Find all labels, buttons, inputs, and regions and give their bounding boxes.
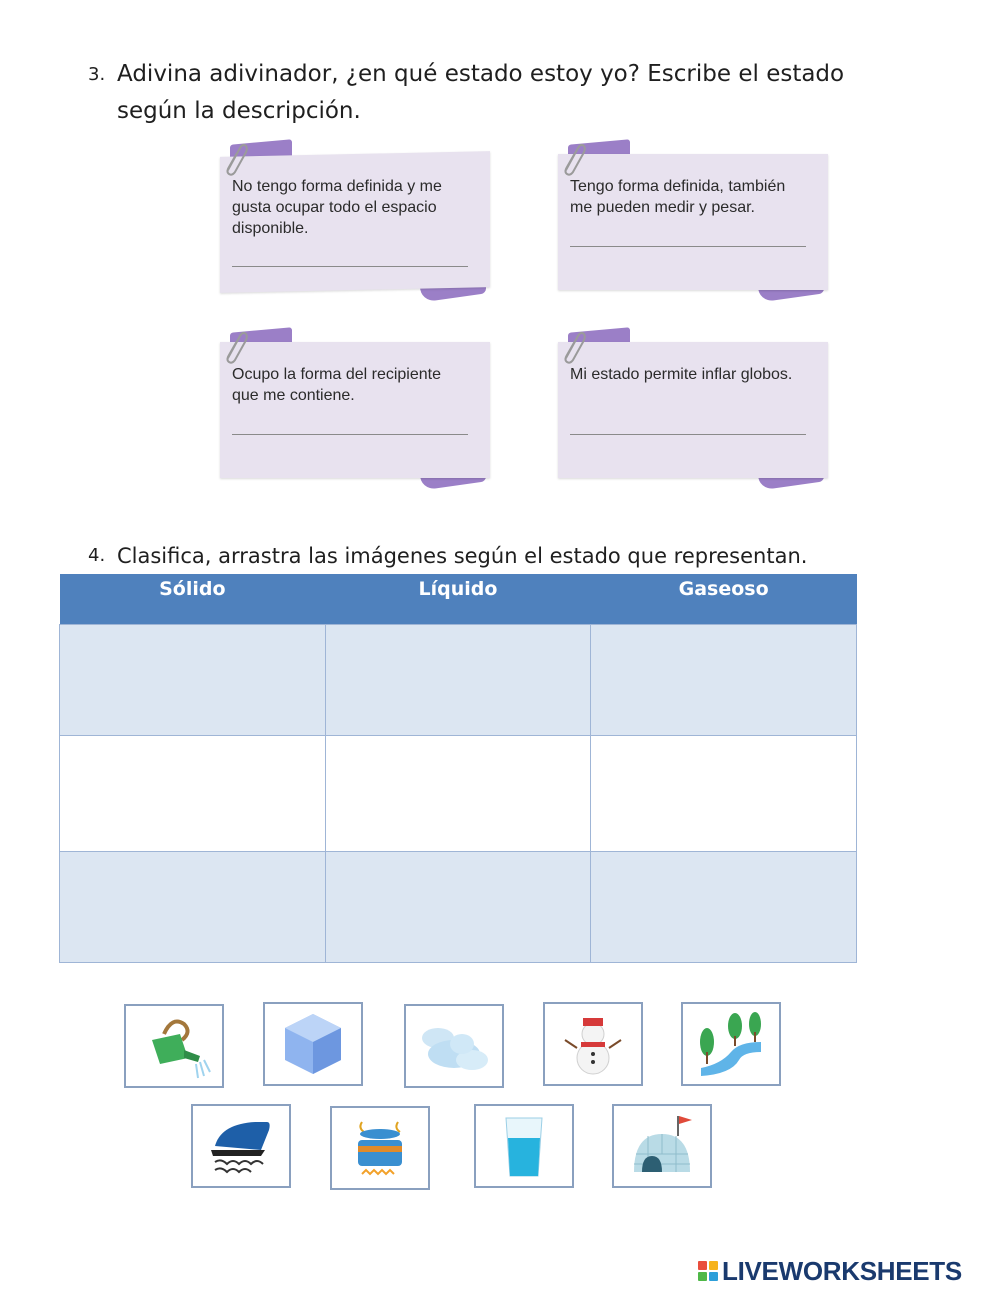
sticky-note-2 [558,142,858,312]
drop-cell-gaseoso-2[interactable] [591,735,857,851]
answer-line-1[interactable] [232,266,468,267]
note-text: Tengo forma definida, también me pueden medir y pesar. [570,178,786,216]
watering-can-icon [134,1010,214,1082]
logo-mark-icon [698,1261,718,1281]
paperclip-icon [558,142,588,176]
answer-line-4[interactable] [570,434,806,435]
paperclip-icon [220,142,250,176]
liveworksheets-logo [698,1255,962,1287]
note-text: Ocupo la forma del recipiente que me contiene. [232,366,441,404]
snowman-icon [553,1008,633,1080]
drop-cell-liquido-1[interactable] [325,624,591,735]
question-4-number: 4. [88,545,106,566]
sticky-note-4 [558,330,858,500]
note-body [220,342,490,478]
drag-tile-river[interactable] [681,1002,781,1086]
note-text: No tengo forma definida y me gusta ocupar todo el espacio disponible. [232,178,442,237]
drag-tile-igloo[interactable] [612,1104,712,1188]
note-body [558,154,828,290]
river-icon [691,1008,771,1080]
header-liquido: Líquido [325,574,591,624]
drag-tile-watering-can[interactable] [124,1004,224,1088]
clouds-icon [414,1010,494,1082]
answer-line-2[interactable] [570,246,806,247]
paperclip-icon [558,330,588,364]
question-3-line2: según la descripción. [117,98,361,124]
drop-cell-liquido-2[interactable] [325,735,591,851]
drop-cell-gaseoso-3[interactable] [591,851,857,962]
drop-cell-liquido-3[interactable] [325,851,591,962]
boiling-pot-icon [340,1112,420,1184]
question-3-number: 3. [88,64,106,85]
classification-table [59,574,857,963]
sticky-note-1 [220,142,520,312]
glass-of-water-icon [484,1110,564,1182]
question-4-text: Clasifica, arrastra las imágenes según el estado que representan. [117,544,808,568]
drag-tile-steam-iron[interactable] [191,1104,291,1188]
drag-tile-glass-of-water[interactable] [474,1104,574,1188]
header-gaseoso: Gaseoso [591,574,857,624]
drop-cell-solido-1[interactable] [60,624,326,735]
question-3-line1: Adivina adivinador, ¿en qué estado estoy yo? Escribe el estado [117,61,845,87]
drop-cell-solido-3[interactable] [60,851,326,962]
ice-cube-icon [273,1008,353,1080]
igloo-icon [622,1110,702,1182]
drag-tile-snowman[interactable] [543,1002,643,1086]
drop-cell-solido-2[interactable] [60,735,326,851]
note-text: Mi estado permite inflar globos. [570,366,793,383]
answer-line-3[interactable] [232,434,468,435]
drag-tile-ice-cube[interactable] [263,1002,363,1086]
steam-iron-icon [201,1110,281,1182]
note-body [558,342,828,478]
drop-cell-gaseoso-1[interactable] [591,624,857,735]
drag-tile-clouds[interactable] [404,1004,504,1088]
header-solido: Sólido [60,574,326,624]
drag-tile-boiling-pot[interactable] [330,1106,430,1190]
paperclip-icon [220,330,250,364]
logo-wordmark: LIVEWORKSHEETS [722,1255,962,1286]
sticky-note-3 [220,330,520,500]
